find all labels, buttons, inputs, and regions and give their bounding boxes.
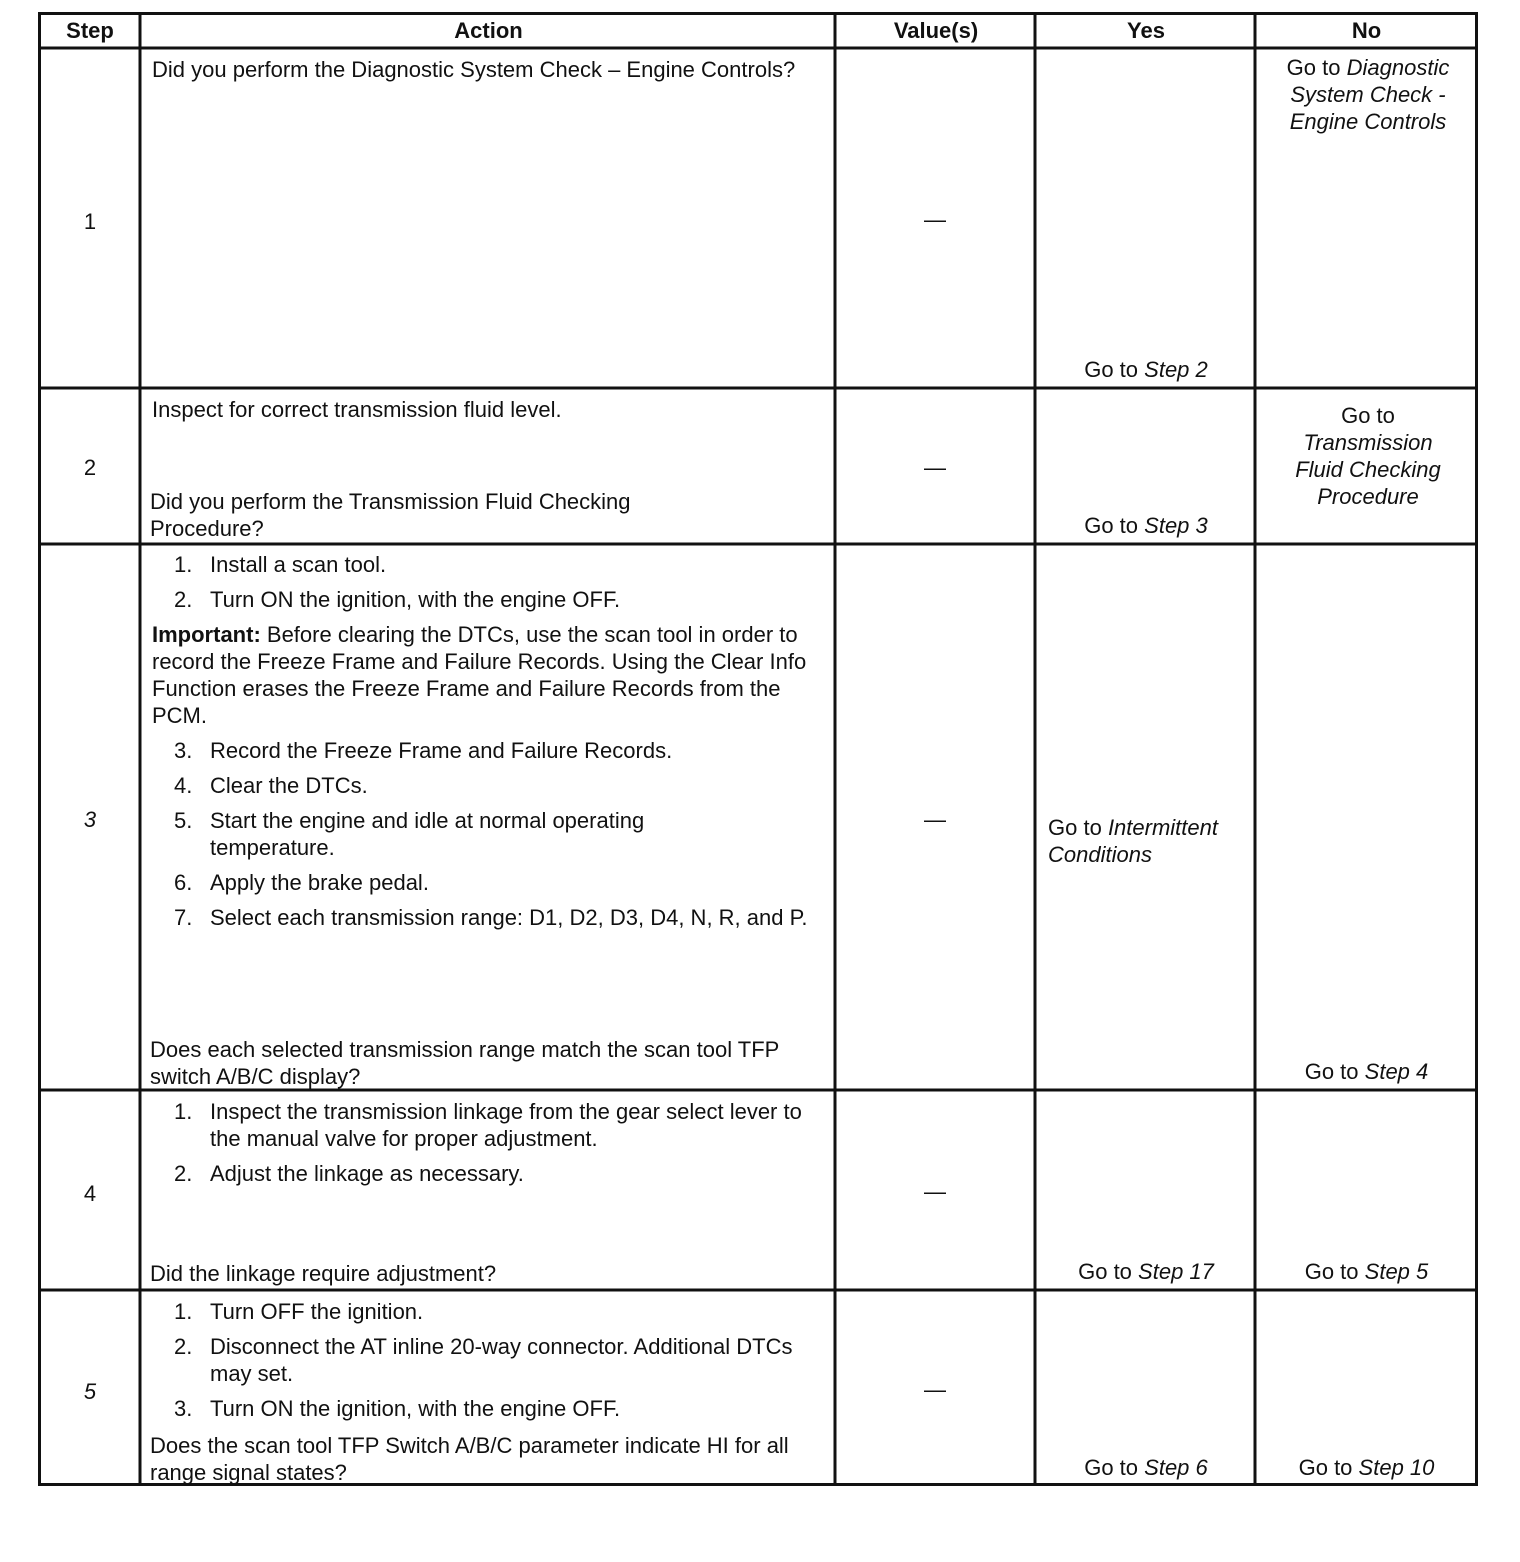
action-question: Did the linkage require adjustment?: [150, 1261, 497, 1286]
yes-goto: [1048, 814, 1254, 868]
goto-label: Go to: [1286, 55, 1341, 80]
header-values: Value(s): [893, 18, 979, 43]
list-item: 6. Apply the brake pedal.: [174, 870, 429, 895]
yes-goto: [1037, 1454, 1255, 1481]
no-target-link[interactable]: Step 10: [1358, 1455, 1435, 1480]
diagnostic-table: [38, 12, 1478, 1486]
action-question: Did you perform the Transmission Fluid Checking Procedure?: [150, 489, 631, 541]
no-goto: [1257, 1454, 1476, 1481]
action-steps: [152, 1298, 832, 1430]
important-label: Important:: [152, 622, 261, 647]
yes-goto: [1037, 1258, 1255, 1285]
yes-goto: [1037, 356, 1255, 383]
header-action: Action: [454, 18, 523, 43]
goto-label: Go to: [1298, 1455, 1353, 1480]
yes-target-link[interactable]: Step 6: [1144, 1455, 1208, 1480]
action-question: Did you perform the Diagnostic System Check – Engine Controls?: [152, 57, 796, 82]
goto-label: Go to: [1084, 357, 1139, 382]
value-dash: —: [924, 207, 946, 232]
action-steps: [152, 551, 832, 939]
header-yes: Yes: [1127, 18, 1165, 43]
header-step: Step: [66, 18, 114, 43]
no-goto: [1278, 402, 1458, 510]
step-number: 1: [83, 209, 97, 234]
no-target-link[interactable]: Step 4: [1364, 1059, 1429, 1084]
action-question: Does each selected transmission range match the scan tool TFP switch A/B/C display?: [150, 1037, 779, 1089]
no-goto: [1257, 1258, 1476, 1285]
yes-target-link[interactable]: Step 2: [1144, 357, 1208, 382]
value-dash: —: [924, 1179, 946, 1204]
action-steps: [152, 1098, 832, 1195]
goto-label: Go to: [1304, 1059, 1359, 1084]
no-target-link[interactable]: Diagnostic System Check - Engine Controls: [1289, 55, 1450, 134]
goto-label: Go to: [1048, 815, 1102, 840]
goto-label: Go to: [1341, 403, 1395, 428]
no-goto: [1263, 54, 1473, 135]
value-dash: —: [924, 455, 946, 480]
list-item: 5. Start the engine and idle at normal operating temperature.: [174, 808, 645, 860]
yes-target-link[interactable]: Intermittent Conditions: [1048, 815, 1218, 867]
list-item: 2. Disconnect the AT inline 20-way connector. Additional DTCs may set.: [174, 1334, 793, 1386]
goto-label: Go to: [1304, 1259, 1359, 1284]
no-goto: [1257, 1058, 1476, 1085]
list-item: 1. Inspect the transmission linkage from the gear select lever to the manual valve for proper adjustment.: [174, 1099, 802, 1151]
step-number: 2: [83, 455, 97, 480]
goto-label: Go to: [1084, 513, 1139, 538]
important-note: Important: Before clearing the DTCs, use the scan tool in order to record the Freeze Frame and Failure Records. Using the Clear Info Function erases the Freeze Frame and Failure Records from the PCM.: [152, 622, 807, 728]
no-target-link[interactable]: Transmission Fluid Checking Procedure: [1295, 430, 1441, 509]
step-number: 4: [83, 1181, 97, 1206]
no-target-link[interactable]: Step 5: [1364, 1259, 1429, 1284]
step-number: 5: [83, 1379, 97, 1404]
value-dash: —: [924, 807, 946, 832]
header-no: No: [1351, 18, 1382, 43]
list-item: 3. Turn ON the ignition, with the engine OFF.: [174, 1396, 621, 1421]
list-item: 2. Turn ON the ignition, with the engine OFF.: [174, 587, 621, 612]
action-intro: Inspect for correct transmission fluid level.: [152, 397, 562, 422]
action-question: Does the scan tool TFP Switch A/B/C parameter indicate HI for all range signal states?: [150, 1433, 789, 1485]
list-item: 7. Select each transmission range: D1, D2, D3, D4, N, R, and P.: [174, 905, 808, 930]
goto-label: Go to: [1078, 1259, 1132, 1284]
list-item: 1. Turn OFF the ignition.: [174, 1299, 424, 1324]
yes-target-link[interactable]: Step 3: [1144, 513, 1208, 538]
step-number: 3: [83, 807, 97, 832]
goto-label: Go to: [1084, 1455, 1139, 1480]
value-dash: —: [924, 1377, 946, 1402]
list-item: 1. Install a scan tool.: [174, 552, 387, 577]
list-item: 3. Record the Freeze Frame and Failure Records.: [174, 738, 673, 763]
list-item: 4. Clear the DTCs.: [174, 773, 368, 798]
list-item: 2. Adjust the linkage as necessary.: [174, 1161, 524, 1186]
yes-target-link[interactable]: Step 17: [1138, 1259, 1214, 1284]
yes-goto: [1037, 512, 1255, 539]
